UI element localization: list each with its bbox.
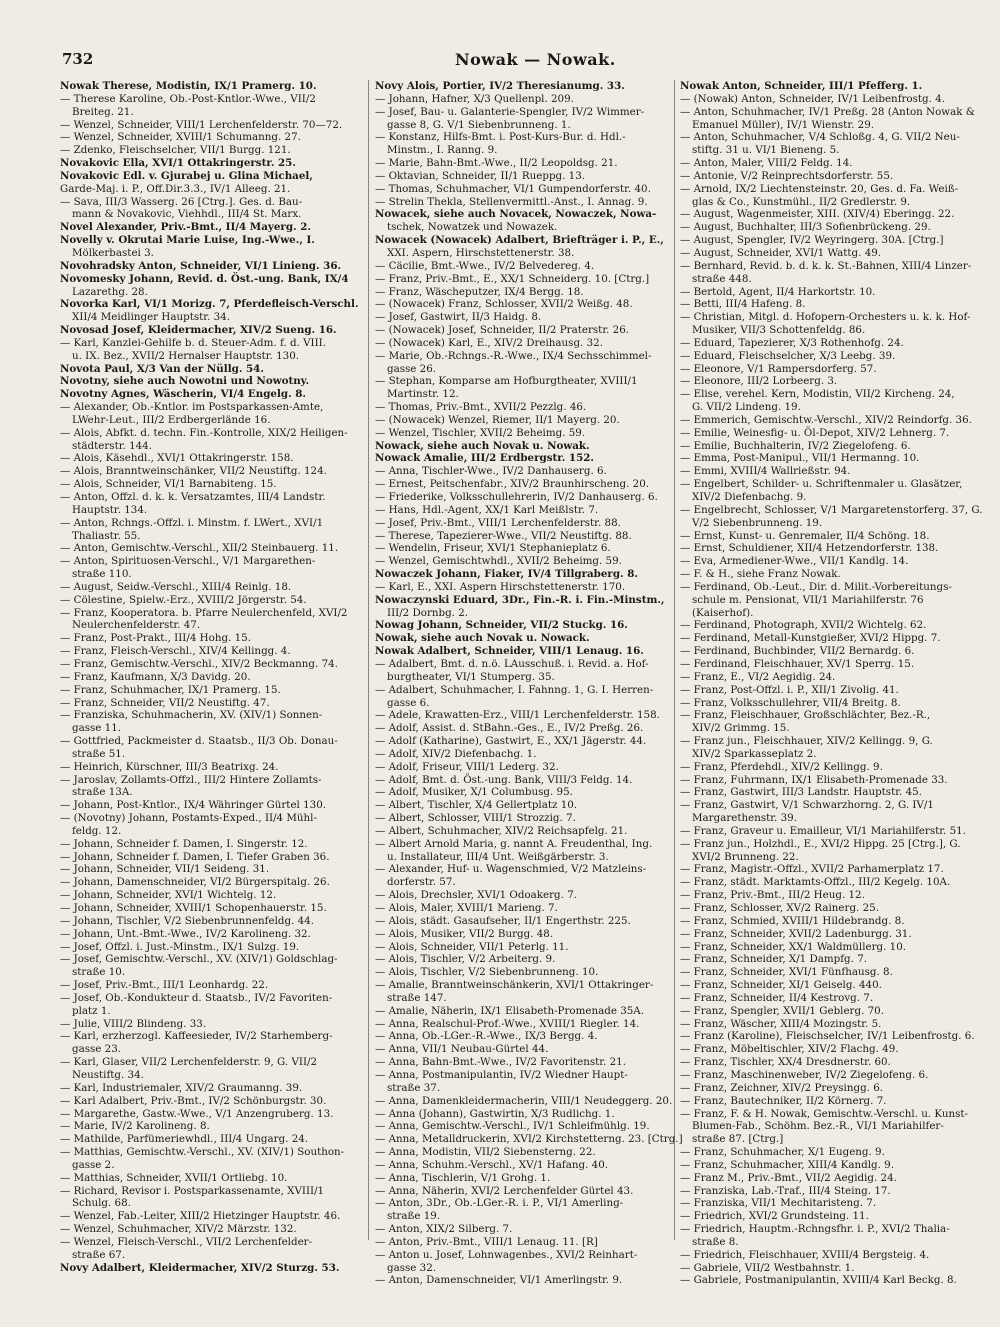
directory-entry-line: — Franz, Schneider, XVI/1 Fünfhausg. 8. <box>680 966 893 979</box>
directory-entry-line: XXI. Aspern, Hirschstettenerstr. 38. <box>387 246 575 259</box>
directory-entry-line: — Franz jun., Fleischhauer, XIV/2 Kellingg. 9, G. <box>680 735 933 748</box>
column-left <box>60 80 360 1274</box>
directory-entry-line: — Franz, Bautechniker, II/2 Körnerg. 7. <box>680 1094 887 1107</box>
directory-entry-line: — Josef, Ob.-Kondukteur d. Staatsb., IV/2 Favoriten- <box>60 991 333 1004</box>
directory-entry-line: — Josef, Bau- u. Galanterie-Spengler, IV/2 Wimmer- <box>375 105 645 118</box>
directory-entry-line: Novotny Agnes, Wäscherin, VI/4 Engelg. 8. <box>60 388 307 401</box>
directory-entry-line: stiftg. 31 u. VI/1 Bieneng. 5. <box>692 144 840 157</box>
directory-entry-line: — Alois, städt. Gasaufseher, II/1 Engerthstr. 225. <box>375 914 631 927</box>
directory-entry-line: — Eleonore, V/1 Rampersdorferg. 57. <box>680 362 877 375</box>
directory-entry-line: LWehr-Leut., III/2 Erdbergerlände 16. <box>72 413 271 426</box>
directory-entry-line: Novy Adalbert, Kleidermacher, XIV/2 Sturzg. 53. <box>60 1261 340 1274</box>
directory-entry-line: — Ferdinand, Metall-Kunstgießer, XVI/2 Hippg. 7. <box>680 632 941 645</box>
directory-entry-line: — Franz, E., VI/2 Aegidig. 24. <box>680 670 836 683</box>
directory-entry-line: Nowak Therese, Modistin, IX/1 Pramerg. 10. <box>60 80 317 92</box>
directory-entry-line: straße 110. <box>72 568 132 581</box>
directory-entry-line: — Anton, Spirituosen-Verschl., V/1 Margarethen- <box>60 555 316 568</box>
directory-entry-line: Minstm., I. Ranng. 9. <box>387 144 498 157</box>
directory-entry-line: — Franz jun., Holzhdl., E., XVI/2 Hippg. 25 [Ctrg.], G. <box>680 837 961 850</box>
directory-entry-line: — Anton, Offzl. d. k. k. Versatzamtes, III/4 Landstr. <box>60 491 326 503</box>
directory-entry-line: — Zdenko, Fleischselcher, VII/1 Burgg. 121. <box>60 144 291 157</box>
directory-entry-line: — Josef, Offzl. i. Just.-Minstm., IX/1 Sulzg. 19. <box>60 940 300 953</box>
directory-entry-line: — Franz, Fleischhauer, Großschlächter, Bez.-R., <box>680 709 931 722</box>
directory-entry-line: Nowak Anton, Schneider, III/1 Pfefferg. 1. <box>680 80 923 92</box>
directory-entry-line: — Konstanz, Hilfs-Bmt. i. Post-Kurs-Bur. d. Hdl.- <box>375 131 626 144</box>
directory-entry-line: — Matthias, Schneider, XVII/1 Ortliebg. 10. <box>60 1171 288 1184</box>
directory-entry-line: — Thomas, Schuhmacher, VI/1 Gumpendorferstr. 40. <box>375 182 651 195</box>
directory-entry-line: straße 87. [Ctrg.] <box>692 1133 784 1146</box>
directory-entry-line: — Gabriele, Postmanipulantin, XVIII/4 Karl Beckg. 8. <box>680 1274 957 1287</box>
directory-entry-line: straße 13A. <box>72 786 133 799</box>
directory-entry-line: — Franz, Schuhmacher, X/1 Eugeng. 9. <box>680 1146 885 1159</box>
directory-entry-line: Novorka Karl, VI/1 Morizg. 7, Pferdefleisch-Verschl. <box>60 298 359 311</box>
directory-entry-line: schule m. Pensionat, VII/1 Mariahilferstr. 76 <box>692 593 924 606</box>
directory-entry-line: — Wenzel, Schuhmacher, XIV/2 Märzstr. 132. <box>60 1223 297 1236</box>
directory-entry-line: — Franz, Schneider, II/4 Kestrovg. 7. <box>680 991 874 1004</box>
directory-entry-line: — Anna, Tischlerin, V/1 Grohg. 1. <box>375 1171 551 1184</box>
directory-entry-line: — Franz, Fuhrmann, IX/1 Elisabeth-Promenade 33. <box>680 773 948 786</box>
directory-entry-line: Neulerchenfelderstr. 47. <box>72 619 201 632</box>
directory-entry-line: — Franz, Schneider, XVII/2 Ladenburgg. 31. <box>680 927 912 940</box>
directory-entry-line: — (Nowacek) Franz, Schlosser, XVII/2 Weißg. 48. <box>375 298 633 311</box>
directory-entry-line: — Anna, Bahn-Bmt.-Wwe., IV/2 Favoritenstr. 21. <box>375 1056 626 1069</box>
directory-entry-line: — Bernhard, Revid. b. d. k. k. St.-Bahnen, XIII/4 Linzer- <box>680 259 972 272</box>
directory-entry-line: Novohradsky Anton, Schneider, VI/1 Linieng. 36. <box>60 259 342 272</box>
directory-entry-line: — Arnold, IX/2 Liechtensteinstr. 20, Ges. d. Fa. Weiß- <box>680 182 959 195</box>
directory-entry-line: — Anna, Metalldruckerin, XVI/2 Kirchstetterng. 23. [Ctrg.] <box>375 1133 683 1146</box>
directory-entry-line: — (Nowacek) Wenzel, Riemer, II/1 Mayerg. 20. <box>375 413 620 426</box>
directory-entry-line: — Franz, Schneider, X/1 Dampfg. 7. <box>680 953 868 966</box>
directory-entry-line: — Friedrich, Fleischhauer, XVIII/4 Bergsteig. 4. <box>680 1248 930 1261</box>
directory-entry-line: — Franziska, VII/1 Mechitaristeng. 7. <box>680 1197 877 1210</box>
directory-entry-line: Nowacek (Nowacek) Adalbert, Briefträger i. P., E., <box>375 234 664 247</box>
directory-entry-line: — Wenzel, Tischler, XVII/2 Beheimg. 59. <box>375 426 586 439</box>
directory-entry-line: — Wenzel, Fab.-Leiter, XIII/2 Hietzinger Hauptstr. 46. <box>60 1210 341 1223</box>
directory-entry-line: Musiker, VII/3 Schottenfeldg. 86. <box>692 324 866 337</box>
directory-entry-line: — Johann, Post-Kntlor., IX/4 Währinger Gürtel 130. <box>60 799 327 812</box>
directory-entry-line: städterstr. 144. <box>72 439 152 452</box>
directory-entry-line: — Franz, Wäscheputzer, IX/4 Bergg. 18. <box>375 285 584 298</box>
directory-entry-line: — Franz, Magistr.-Offzl., XVII/2 Parhamerplatz 17. <box>680 863 944 876</box>
directory-entry-line: — Friederike, Volksschullehrerin, IV/2 Danhauserg. 6. <box>375 491 658 503</box>
directory-entry-line: — Franz, Schuhmacher, XIII/4 Kandlg. 9. <box>680 1158 894 1171</box>
directory-entry-line: — Adele, Krawatten-Erz., VIII/1 Lerchenfelderstr. 158. <box>375 709 660 722</box>
directory-entry-line: Novomesky Johann, Revid. d. Öst.-ung. Bank, IX/4 <box>60 272 349 285</box>
directory-entry-line: — Engelbrecht, Schlosser, V/1 Margaretenstorferg. 37, G. <box>680 503 983 516</box>
directory-entry-line: — Franz (Karoline), Fleischselcher, IV/1 Leibenfrostg. 6. <box>680 1030 975 1043</box>
directory-entry-line: — Karl, Glaser, VII/2 Lerchenfelderstr. 9, G. VII/2 <box>60 1056 318 1069</box>
directory-entry-line: Novel Alexander, Priv.-Bmt., II/4 Mayerg. 2. <box>60 221 311 234</box>
directory-entry-line: — Antonie, V/2 Reinprechtsdorferstr. 55. <box>680 169 894 182</box>
directory-entry-line: — Adolf, Musiker, X/1 Columbusg. 95. <box>375 786 573 799</box>
directory-entry-line: — Heinrich, Kürschner, III/3 Beatrixg. 24. <box>60 760 279 773</box>
directory-entry-line: — Anna, Realschul-Prof.-Wwe., XVIII/1 Riegler. 14. <box>375 1017 640 1030</box>
directory-entry-line: — Adolf, Assist. d. StBahn.-Ges., E., IV/2 Preßg. 26. <box>375 722 644 735</box>
directory-entry-line: — Franz, Schneider, XI/1 Geiselg. 440. <box>680 979 882 992</box>
directory-entry-line: straße 67. <box>72 1248 126 1261</box>
directory-entry-line: — Emmi, XVIII/4 Wallrießstr. 94. <box>680 465 851 478</box>
directory-entry-line: — Stephan, Komparse am Hofburgtheater, XVIII/1 <box>375 375 638 388</box>
directory-entry-line: Novakovic Edl. v. Gjurabej u. Glina Michael, <box>60 169 313 182</box>
directory-entry-line: — Franz, Gastwirt, III/3 Landstr. Hauptstr. 45. <box>680 786 922 799</box>
directory-entry-line: — Adolf, Bmt. d. Öst.-ung. Bank, VIII/3 Feldg. 14. <box>375 773 633 786</box>
directory-entry-line: Novy Alois, Portier, IV/2 Theresianumg. 33. <box>375 80 625 92</box>
directory-entry-line: — Franz, Tischler, XX/4 Dresdnerstr. 60. <box>680 1056 891 1069</box>
directory-entry-line: — (Nowak) Anton, Schneider, IV/1 Leibenfrostg. 4. <box>680 92 946 105</box>
directory-entry-line: glas & Co., Kunstmühl., II/2 Gredlerstr. 9. <box>692 195 911 208</box>
directory-entry-line: — Franziska, Schuhmacherin, XV. (XIV/1) Sonnen- <box>60 709 323 722</box>
directory-entry-line: — August, Seidw.-Verschl., XIII/4 Reinlg. 18. <box>60 580 292 593</box>
directory-entry-line: platz 1. <box>72 1004 111 1017</box>
directory-entry-line: XII/4 Meidlinger Hauptstr. 34. <box>72 311 230 324</box>
directory-entry-line: — Sava, III/3 Wasserg. 26 [Ctrg.]. Ges. d. Bau- <box>60 195 303 208</box>
directory-entry-line: — Albert, Schuhmacher, XIV/2 Reichsapfelg. 21. <box>375 824 628 837</box>
directory-entry-line: Nowack Amalie, III/2 Erdbergstr. 152. <box>375 452 594 465</box>
directory-entry-line: — Anna, Postmanipulantin, IV/2 Wiedner Haupt- <box>375 1068 628 1081</box>
directory-entry-line: — Karl, E., XXI. Aspern Hirschstettenerstr. 170. <box>375 580 626 593</box>
directory-entry-line: — August, Schneider, XVI/1 Wattg. 49. <box>680 246 882 259</box>
directory-entry-line: — Anton, XIX/2 Silberg. 7. <box>375 1223 513 1236</box>
directory-entry-line: — Eva, Armediener-Wwe., VII/1 Kandlg. 14. <box>680 555 909 568</box>
directory-entry-line: — Friedrich, Hauptm.-Rchngsfhr. i. P., XVI/2 Thalia- <box>680 1223 950 1236</box>
directory-entry-line: straße 448. <box>692 272 752 285</box>
directory-entry-line: — Eleonore, III/2 Lorbeerg. 3. <box>680 375 838 388</box>
directory-entry-line: — Franz, Schneider, XX/1 Waldmüllerg. 10. <box>680 940 907 953</box>
directory-entry-line: — Anna, Näherin, XVI/2 Lerchenfelder Gürtel 43. <box>375 1184 634 1197</box>
directory-entry-line: — Richard, Revisor i. Postsparkassenamte, XVIII/1 <box>60 1184 325 1197</box>
directory-entry-line: — Ferdinand, Photograph, XVII/2 Wichtelg. 62. <box>680 619 927 632</box>
directory-entry-line: Nowack, siehe auch Novak u. Nowak. <box>375 439 590 452</box>
directory-entry-line: — Ernst, Schuldiener, XII/4 Hetzendorferstr. 138. <box>680 542 939 555</box>
directory-entry-line: straße 8. <box>692 1235 739 1248</box>
directory-entry-line: Martinstr. 12. <box>387 388 459 401</box>
column-middle <box>375 80 683 1287</box>
directory-entry-line: gasse 8, G. V/1 Siebenbrunneng. 1. <box>387 118 571 131</box>
directory-entry-line: — Eduard, Fleischselcher, X/3 Leebg. 39. <box>680 349 896 362</box>
directory-entry-line: — Adalbert, Schuhmacher, I. Fahnng. 1, G. I. Herren- <box>375 683 654 696</box>
directory-entry-line: Blumen-Fab., Schöhm. Bez.-R., VI/1 Mariahilfer- <box>692 1120 944 1133</box>
directory-entry-line: — Wenzel, Schneider, VIII/1 Lerchenfelderstr. 70—72. <box>60 118 343 131</box>
directory-entry-line: — Elise, verehel. Kern, Modistin, VII/2 Kircheng. 24, <box>680 388 955 401</box>
directory-entry-line: — Julie, VIII/2 Blindeng. 33. <box>60 1017 207 1030</box>
directory-entry-line: — Franz, Möbeltischler, XIV/2 Flachg. 49. <box>680 1043 899 1056</box>
directory-entry-line: Nowag Johann, Schneider, VII/2 Stuckg. 16. <box>375 619 628 632</box>
directory-entry-line: — Franz, Schmied, XVIII/1 Hildebrandg. 8. <box>680 914 905 927</box>
directory-entry-line: — Adolf, Friseur, VIII/1 Lederg. 32. <box>375 760 559 773</box>
directory-entry-line: — Franz, Schneider, VII/2 Neustiftg. 47. <box>60 696 270 709</box>
directory-entry-line: — Anton, Rchngs.-Offzl. i. Minstm. f. LWert., XVI/1 <box>60 516 324 529</box>
directory-entry-line: — Karl Adalbert, Priv.-Bmt., IV/2 Schönburgstr. 30. <box>60 1094 327 1107</box>
directory-entry-line: — (Novotny) Johann, Postamts-Exped., II/4 Mühl- <box>60 812 317 825</box>
directory-entry-line: Mölkerbastei 3. <box>72 246 154 259</box>
directory-entry-line: — Anton, Schuhmacher, IV/1 Preßg. 28 (Anton Nowak & <box>680 105 975 118</box>
directory-entry-line: — Eduard, Tapezierer, X/3 Rothenhofg. 24. <box>680 336 904 349</box>
directory-entry-line: — Franz, Post-Prakt., III/4 Hohg. 15. <box>60 632 251 645</box>
directory-entry-line: — Bertold, Agent, II/4 Harkortstr. 10. <box>680 285 876 298</box>
directory-entry-line: — Franz, Priv.-Bmt., III/2 Heug. 12. <box>680 889 865 902</box>
directory-entry-line: — Therese, Tapezierer-Wwe., VII/2 Neustiftg. 88. <box>375 529 632 542</box>
directory-entry-line: — Franz, Kooperatora. b. Pfarre Neulerchenfeld, XVI/2 <box>60 606 348 619</box>
directory-entry-line: — Emilie, Buchhalterin, IV/2 Ziegelofeng. 6. <box>680 439 911 452</box>
directory-entry-line: — Cölestine, Spielw.-Erz., XVIII/2 Jörgerstr. 54. <box>60 593 307 606</box>
directory-entry-line: — Anna, Gemischtw.-Verschl., IV/1 Schleifmühlg. 19. <box>375 1120 650 1133</box>
directory-entry-line: — Franz, Graveur u. Emailleur, VI/1 Mariahilferstr. 51. <box>680 824 966 837</box>
directory-entry-line: — Franziska, Lab.-Traf., III/4 Steing. 17. <box>680 1184 891 1197</box>
directory-entry-line: gasse 11. <box>72 722 122 735</box>
directory-entry-line: — Anton, Damenschneider, VI/1 Amerlingstr. 9. <box>375 1274 623 1287</box>
directory-entry-line: — Marie, IV/2 Karolineng. 8. <box>60 1120 210 1133</box>
directory-entry-line: — Karl, erzherzogl. Kaffeesieder, IV/2 Starhemberg- <box>60 1030 333 1043</box>
directory-entry-line: — Anna, Schuhm.-Verschl., XV/1 Hafang. 40. <box>375 1158 609 1171</box>
directory-entry-line: — Alois, Branntweinschänker, VII/2 Neustiftg. 124. <box>60 465 327 478</box>
directory-entry-line: — Oktavian, Schneider, II/1 Rueppg. 13. <box>375 169 586 182</box>
directory-entry-line: dorferstr. 57. <box>387 876 456 889</box>
directory-entry-line: — Thomas, Priv.-Bmt., XVII/2 Pezzlg. 46. <box>375 401 587 414</box>
directory-entry-line: — Karl, Kanzlei-Gehilfe b. d. Steuer-Adm. f. d. VIII. <box>60 336 326 349</box>
directory-entry-line: — Wenzel, Gemischtwhdl., XVII/2 Beheimg. 59. <box>375 555 622 568</box>
directory-entry-line: — Johann, Schneider f. Damen, I. Singerstr. 12. <box>60 837 308 850</box>
directory-entry-line: — Engelbert, Schilder- u. Schriftenmaler u. Glasätzer, <box>680 478 963 491</box>
directory-entry-line: Thaliastr. 55. <box>72 529 141 542</box>
directory-entry-line: Novota Paul, X/3 Van der Nüllg. 54. <box>60 362 264 375</box>
directory-entry-line: — Gottfried, Packmeister d. Staatsb., II/3 Ob. Donau- <box>60 735 338 748</box>
directory-entry-line: — Johann, Schneider f. Damen, I. Tiefer Graben 36. <box>60 850 330 863</box>
directory-entry-line: — Franz, Spengler, XVII/1 Geblerg. 70. <box>680 1004 884 1017</box>
directory-entry-line: — Marie, Bahn-Bmt.-Wwe., II/2 Leopoldsg. 21. <box>375 157 618 170</box>
directory-entry-line: gasse 32. <box>387 1261 437 1274</box>
directory-entry-line: — Matthias, Gemischtw.-Verschl., XV. (XIV/1) Southon- <box>60 1146 345 1159</box>
directory-entry-line: III/2 Dornbg. 2. <box>387 606 469 619</box>
directory-entry-line: — Ferdinand, Buchbinder, VII/2 Bernardg. 6. <box>680 645 915 658</box>
directory-entry-line: — Emma, Post-Manipul., VII/1 Hermanng. 10. <box>680 452 920 465</box>
directory-entry-line: Lazarethg. 28. <box>72 285 148 298</box>
directory-entry-line: — Johann, Schneider, XVI/1 Wichtelg. 12. <box>60 889 277 902</box>
directory-entry-line: — Franz, Fleisch-Verschl., XIV/4 Kellingg. 4. <box>60 645 291 658</box>
directory-entry-line: — Anton, Priv.-Bmt., VIII/1 Lenaug. 11. [R] <box>375 1235 598 1248</box>
directory-entry-line: — Alois, Schneider, VII/1 Peterlg. 11. <box>375 940 569 953</box>
directory-entry-line: — Johann, Schneider, XVIII/1 Schopenhauerstr. 15. <box>60 902 327 914</box>
directory-entry-line: — Albert Arnold Maria, g. nannt A. Freudenthal, Ing. <box>375 837 653 850</box>
directory-entry-line: mann & Novakovic, Viehhdl., III/4 St. Marx. <box>72 208 302 221</box>
directory-entry-line: — Wenzel, Schneider, XVIII/1 Schumanng. 27. <box>60 131 301 144</box>
directory-entry-line: — Franz, Gemischtw.-Verschl., XIV/2 Beckmanng. 74. <box>60 657 338 670</box>
directory-entry-line: straße 10. <box>72 966 126 979</box>
directory-entry-line: — Johann, Hafner, X/3 Quellenpl. 209. <box>375 92 574 105</box>
directory-entry-line: XIV/2 Diefenbachg. 9. <box>692 491 807 503</box>
directory-entry-line: — Karl, Industriemaler, XIV/2 Graumanng. 39. <box>60 1081 303 1094</box>
running-head: Nowak — Nowak. <box>455 50 616 69</box>
directory-entry-line: straße 147. <box>387 991 447 1004</box>
directory-entry-line: — Alexander, Huf- u. Wagenschmied, V/2 Matzleins- <box>375 863 647 876</box>
directory-entry-line: Nowacek, siehe auch Novacek, Nowaczek, Nowa- <box>375 208 657 221</box>
directory-entry-line: Breiteg. 21. <box>72 105 134 118</box>
directory-entry-line: straße 51. <box>72 747 126 760</box>
directory-entry-line: — August, Buchhalter, III/3 Sofienbrückeng. 29. <box>680 221 931 234</box>
directory-entry-line: Nowak, siehe auch Novak u. Nowack. <box>375 632 590 645</box>
directory-entry-line: Nowak Adalbert, Schneider, VIII/1 Lenaug. 16. <box>375 645 644 658</box>
directory-entry-line: — Alois, Maler, XVIII/1 Marieng. 7. <box>375 902 558 914</box>
directory-entry-line: — Emilie, Weinesfig- u. Öl-Depot, XIV/2 Lehnerg. 7. <box>680 426 950 439</box>
directory-entry-line: — Franz, Post-Offzl. i. P., XII/1 Zivolig. 41. <box>680 683 899 696</box>
page-header <box>0 50 1000 74</box>
directory-entry-line: — (Nowacek) Josef, Schneider, II/2 Praterstr. 26. <box>375 324 630 337</box>
directory-entry-line: — Alois, Schneider, VI/1 Barnabiteng. 15. <box>60 478 277 491</box>
page-number: 732 <box>62 50 94 68</box>
directory-entry-line: — (Nowacek) Karl, E., XIV/2 Dreihausg. 32. <box>375 336 603 349</box>
directory-entry-line: Margarethenstr. 39. <box>692 812 797 825</box>
directory-entry-line: — Alois, Tischler, V/2 Siebenbrunneng. 10. <box>375 966 599 979</box>
directory-entry-line: Schulg. 68. <box>72 1197 131 1210</box>
directory-entry-line: — Ernst, Kunst- u. Genremaler, II/4 Schöng. 18. <box>680 529 930 542</box>
directory-entry-line: — Jaroslav, Zollamts-Offzl., III/2 Hintere Zollamts- <box>60 773 322 786</box>
directory-entry-line: — Cäcilie, Bmt.-Wwe., IV/2 Belvedereg. 4. <box>375 259 595 272</box>
directory-entry-line: feldg. 12. <box>72 824 122 837</box>
directory-entry-line: — Marie, Ob.-Rchngs.-R.-Wwe., IX/4 Sechsschimmel- <box>375 349 652 362</box>
directory-entry-line: — Franz, städt. Marktamts-Offzl., III/2 Kegelg. 10A. <box>680 876 951 889</box>
directory-entry-line: — Adolf (Katharine), Gastwirt, E., XX/1 Jägerstr. 44. <box>375 735 647 748</box>
directory-entry-line: Nowaczynski Eduard, 3Dr., Fin.-R. i. Fin.-Minstm., <box>375 593 665 606</box>
directory-entry-line: — Alois, Käsehdl., XVI/1 Ottakringerstr. 158. <box>60 452 294 465</box>
directory-entry-line: — Franz, Wäscher, XIII/4 Mozingstr. 5. <box>680 1017 882 1030</box>
directory-entry-line: — Adolf, XIV/2 Diefenbachg. 1. <box>375 747 537 760</box>
directory-entry-line: gasse 26. <box>387 362 437 375</box>
directory-entry-line: — Anna (Johann), Gastwirtin, X/3 Rudlichg. 1. <box>375 1107 615 1120</box>
directory-entry-line: XIV/2 Sparkasseplatz 2. <box>692 747 817 760</box>
directory-entry-line: Garde-Maj. i. P., Off.Dir.3.3., IV/1 Alleeg. 21. <box>60 182 291 195</box>
directory-entry-line: tschek, Nowatzek und Nowazek. <box>387 221 558 234</box>
directory-entry-line: — August, Wagenmeister, XIII. (XIV/4) Eberingg. 22. <box>680 208 955 221</box>
directory-entry-line: — Franz, Schuhmacher, IX/1 Pramerg. 15. <box>60 683 281 696</box>
directory-entry-line: — Gabriele, VII/2 Westbahnstr. 1. <box>680 1261 855 1274</box>
directory-entry-line: — Franz, F. & H. Nowak, Gemischtw.-Verschl. u. Kunst- <box>680 1107 969 1120</box>
directory-entry-line: — Anton, Gemischtw.-Verschl., XII/2 Steinbauerg. 11. <box>60 542 339 555</box>
directory-entry-line: (Kaiserhof). <box>692 606 754 619</box>
directory-entry-line: — Franz, Maschinenweber, IV/2 Ziegelofeng. 6. <box>680 1068 929 1081</box>
directory-entry-line: gasse 23. <box>72 1043 122 1056</box>
directory-entry-line: — Friedrich, XVI/2 Grundsteing. 11. <box>680 1210 869 1223</box>
directory-entry-line: Novosad Josef, Kleidermacher, XIV/2 Sueng. 16. <box>60 324 337 337</box>
directory-entry-line: — Ferdinand, Fleischhauer, XV/1 Sperrg. 15. <box>680 657 915 670</box>
directory-entry-line: — Johann, Tischler, V/2 Siebenbrunnenfeldg. 44. <box>60 914 314 927</box>
directory-entry-line: — Johann, Damenschneider, VI/2 Bürgerspitalg. 26. <box>60 876 330 889</box>
directory-entry-line: — Anton, Maler, VIII/2 Feldg. 14. <box>680 157 853 170</box>
directory-entry-line: — Strelin Thekla, Stellenvermittl.-Anst., I. Annag. 9. <box>375 195 648 208</box>
directory-entry-line: — Ferdinand, Ob.-Leut., Dir. d. Milit.-Vorbereitungs- <box>680 580 952 593</box>
directory-entry-line: — F. & H., siehe Franz Nowak. <box>680 568 841 581</box>
directory-entry-line: u. Installateur, III/4 Unt. Weißgärberstr. 3. <box>387 850 609 863</box>
directory-entry-line: — Mathilde, Parfümeriewhdl., III/4 Ungarg. 24. <box>60 1133 309 1146</box>
directory-entry-line: u. IX. Bez., XVII/2 Hernalser Hauptstr. 130. <box>72 349 300 362</box>
directory-entry-line: Neustiftg. 34. <box>72 1068 144 1081</box>
directory-entry-line: Nowaczek Johann, Fiaker, IV/4 Tillgraberg. 8. <box>375 568 638 581</box>
directory-entry-line: G. VII/2 Lindeng. 19. <box>692 401 801 414</box>
directory-entry-line: — Anna, Modistin, VII/2 Siebensterng. 22. <box>375 1146 596 1159</box>
directory-entry-line: straße 37. <box>387 1081 441 1094</box>
directory-entry-line: — Franz, Volksschullehrer, VII/4 Breitg. 8. <box>680 696 901 709</box>
directory-entry-line: — Alois, Drechsler, XVI/1 Odoakerg. 7. <box>375 889 578 902</box>
directory-entry-line: gasse 6. <box>387 696 430 709</box>
directory-entry-line: — Franz, Pferdehdl., XIV/2 Kellingg. 9. <box>680 760 883 773</box>
directory-entry-line: XVI/2 Brunneng. 22. <box>692 850 799 863</box>
directory-entry-line: — Emmerich, Gemischtw.-Verschl., XIV/2 Reindorfg. 36. <box>680 413 972 426</box>
directory-entry-line: — Anna, Ob.-LGer.-R.-Wwe., IX/3 Bergg. 4. <box>375 1030 598 1043</box>
directory-entry-line: Emanuel Müller), IV/1 Wienstr. 29. <box>692 118 875 131</box>
directory-entry-line: — Alexander, Ob.-Kntlor. im Postsparkassen-Amte, <box>60 401 324 414</box>
directory-entry-line: — Franz M., Priv.-Bmt., VII/2 Aegidig. 24. <box>680 1171 897 1184</box>
directory-entry-line: — Franz, Zeichner, XIV/2 Preysingg. 6. <box>680 1081 884 1094</box>
directory-entry-line: — Adalbert, Bmt. d. n.ö. LAusschuß. i. Revid. a. Hof- <box>375 657 649 670</box>
directory-columns <box>0 80 1000 1287</box>
directory-entry-line: — Alois, Musiker, VII/2 Burgg. 48. <box>375 927 554 940</box>
directory-entry-line: — Amalie, Branntweinschänkerin, XVI/1 Ottakringer- <box>375 979 654 992</box>
directory-entry-line: — Franz, Schlosser, XV/2 Rainerg. 25. <box>680 902 879 914</box>
column-right <box>680 80 983 1287</box>
directory-entry-line: — Anna, Damenkleidermacherin, VIII/1 Neudeggerg. 20. <box>375 1094 673 1107</box>
directory-entry-line: — Amalie, Näherin, IX/1 Elisabeth-Promenade 35A. <box>375 1004 645 1017</box>
directory-entry-line: straße 19. <box>387 1210 441 1223</box>
directory-entry-line: burgtheater, VI/1 Stumperg. 35. <box>387 670 555 683</box>
directory-entry-line: — Therese Karoline, Ob.-Post-Kntlor.-Wwe., VII/2 <box>60 92 316 105</box>
directory-entry-line: — Josef, Gastwirt, II/3 Haidg. 8. <box>375 311 542 324</box>
directory-entry-line: — Anton, Schuhmacher, V/4 Schloßg. 4, G. VII/2 Neu- <box>680 131 960 144</box>
directory-entry-line: — Hans, Hdl.-Agent, XX/1 Karl Meißlstr. 7. <box>375 503 599 516</box>
directory-entry-line: — Wendelin, Friseur, XVI/1 Stephanieplatz 6. <box>375 542 611 555</box>
directory-entry-line: Novelly v. Okrutai Marie Luise, Ing.-Wwe., I. <box>60 234 315 247</box>
directory-entry-line: — Johann, Schneider, VII/1 Seideng. 31. <box>60 863 270 876</box>
directory-entry-line: — Franz, Gastwirt, V/1 Schwarzhorng. 2, G. IV/1 <box>680 799 934 812</box>
directory-entry-line: — Albert, Tischler, X/4 Gellertplatz 10. <box>375 799 578 812</box>
directory-entry-line: — Wenzel, Fleisch-Verschl., VII/2 Lerchenfelder- <box>60 1235 313 1248</box>
directory-entry-line: — Alois, Tischler, V/2 Arbeiterg. 9. <box>375 953 556 966</box>
directory-entry-line: — Betti, III/4 Hafeng. 8. <box>680 298 806 311</box>
directory-entry-line: Hauptstr. 134. <box>72 503 148 516</box>
directory-entry-line: — Anton u. Josef, Lohnwagenbes., XVI/2 Reinhart- <box>375 1248 638 1261</box>
directory-entry-line: — Margarethe, Gastw.-Wwe., V/1 Anzengruberg. 13. <box>60 1107 334 1120</box>
directory-entry-line: — Josef, Priv.-Bmt., VIII/1 Lerchenfelderstr. 88. <box>375 516 621 529</box>
directory-entry-line: — Anna, Tischler-Wwe., IV/2 Danhauserg. 6. <box>375 465 607 478</box>
directory-entry-line: V/2 Siebenbrunneng. 19. <box>692 516 823 529</box>
directory-entry-line: Novotny, siehe auch Nowotni und Nowotny. <box>60 375 310 388</box>
directory-entry-line: — Christian, Mitgl. d. Hofopern-Orchesters u. k. k. Hof- <box>680 311 971 324</box>
directory-entry-line: Novakovic Ella, XVI/1 Ottakringerstr. 25. <box>60 157 296 170</box>
directory-entry-line: — Ernest, Peitschenfabr., XIV/2 Braunhirscheng. 20. <box>375 478 650 491</box>
directory-entry-line: — Johann, Unt.-Bmt.-Wwe., IV/2 Karolineng. 32. <box>60 927 311 940</box>
directory-entry-line: — Franz, Kaufmann, X/3 Davidg. 20. <box>60 670 251 683</box>
directory-entry-line: — August, Spengler, IV/2 Weyringerg. 30A. [Ctrg.] <box>680 234 944 247</box>
directory-entry-line: gasse 2. <box>72 1158 115 1171</box>
directory-entry-line: — Anna, VII/1 Neubau-Gürtel 44. <box>375 1043 549 1056</box>
directory-entry-line: — Franz, Priv.-Bmt., E., XX/1 Schneiderg. 10. [Ctrg.] <box>375 272 650 285</box>
directory-entry-line: — Alois, Abfkt. d. techn. Fin.-Kontrolle, XIX/2 Heiligen- <box>60 426 348 439</box>
directory-entry-line: — Albert, Schlosser, VIII/1 Strozzig. 7. <box>375 812 576 825</box>
directory-entry-line: — Josef, Gemischtw.-Verschl., XV. (XIV/1) Goldschlag- <box>60 953 338 966</box>
directory-entry-line: — Josef, Priv.-Bmt., III/1 Leonhardg. 22. <box>60 979 269 992</box>
directory-entry-line: XIV/2 Grimmg. 15. <box>692 722 790 735</box>
directory-entry-line: — Anton, 3Dr., Ob.-LGer.-R. i. P., VI/1 Amerling- <box>375 1197 624 1210</box>
